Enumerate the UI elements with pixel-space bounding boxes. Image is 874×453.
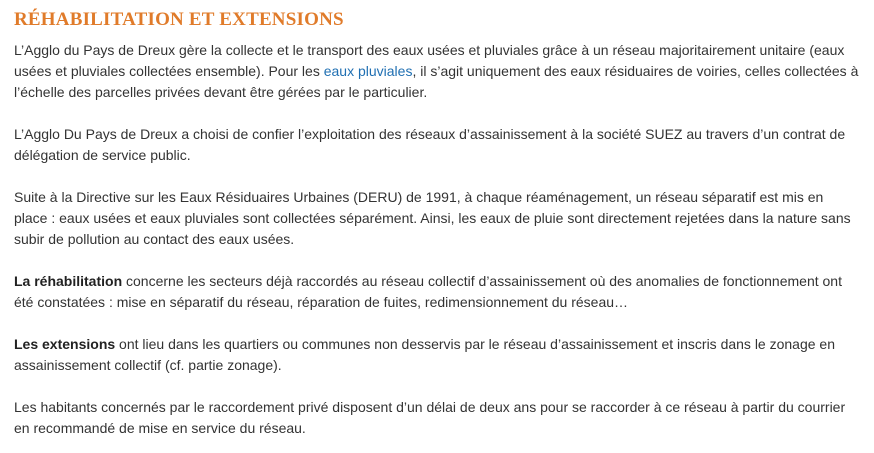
paragraph-extensions [14, 334, 860, 376]
extensions-term: Les extensions [14, 336, 116, 352]
paragraph-raccordement: Les habitants concernés par le raccordement privé disposent d’un délai de deux ans pour se raccorder à ce réseau à partir du courrier en recommandé de mise en service du réseau. [14, 399, 846, 436]
rehabilitation-term: La réhabilitation [14, 273, 123, 289]
paragraph-collecte-text-start: L’Agglo du Pays de Dreux gère la collecte et le transport des eaux usées et pluviales grâce à un réseau majoritairement unitaire (eaux usées et pluviales collectées ensemble). Pour les [14, 42, 845, 79]
paragraph-deru: Suite à la Directive sur les Eaux Résiduaires Urbaines (DERU) de 1991, à chaque réaménagement, un réseau séparatif est mis en place : eaux usées et eaux pluviales sont collectées séparément. Ainsi, les eaux de pluie sont directement rejetées dans la nature sans subir de pollution au contact des eaux usées. [14, 189, 851, 247]
extensions-text: ont lieu dans les quartiers ou communes non desservis par le réseau d’assainissement et inscris dans le zonage en assainissement collectif (cf. partie zonage). [14, 336, 835, 373]
paragraph-delegation: L’Agglo Du Pays de Dreux a choisi de confier l’exploitation des réseaux d’assainissement à la société SUEZ au travers d’un contrat de délégation de service public. [14, 126, 846, 163]
section-title: RÉHABILITATION ET EXTENSIONS [14, 9, 344, 30]
rehabilitation-text: concerne les secteurs déjà raccordés au réseau collectif d’assainissement où des anomalies de fonctionnement ont été constatées : mise en séparatif du réseau, réparation de fuites, redimensionnement du réseau… [14, 273, 842, 310]
eaux-pluviales-link[interactable]: eaux pluviales [323, 63, 413, 79]
paragraph-collecte [14, 40, 860, 103]
paragraph-rehabilitation [14, 271, 860, 313]
paragraph-collecte-text-end: , il s’agit uniquement des eaux résiduaires de voiries, celles collectées à l’échelle des parcelles privées devant être gérées par le particulier. [14, 63, 859, 100]
